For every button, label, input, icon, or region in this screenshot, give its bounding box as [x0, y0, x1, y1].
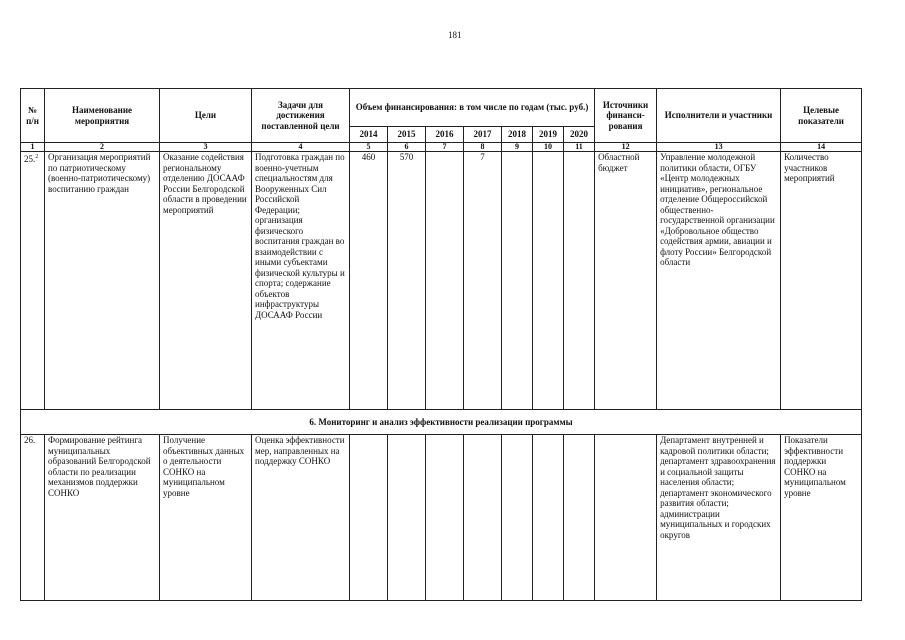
funding-2020	[564, 152, 595, 410]
column-number: 11	[564, 143, 595, 152]
section-row	[21, 410, 862, 435]
header-year: 2019	[533, 127, 564, 143]
header-funding: Объем финансирования: в том числе по годам (тыс. руб.)	[350, 89, 595, 127]
header-year: 2016	[426, 127, 464, 143]
column-number: 10	[533, 143, 564, 152]
funding-2014	[350, 435, 388, 601]
column-number: 6	[388, 143, 426, 152]
row-number: 26.	[21, 435, 45, 601]
activity-executors: Управление молодежной политики области, ОГБУ «Центр молодежных инициатив», региональное отделение Общероссийской общественно-государственной организации «Добровольное общество содействия армии, авиации и флоту России» Белгородской области	[657, 152, 781, 410]
column-number: 13	[657, 143, 781, 152]
target-indicators: Показатели эффективности поддержки СОНКО на муниципальном уровне	[781, 435, 862, 601]
funding-2014: 460	[350, 152, 388, 410]
funding-source	[595, 435, 657, 601]
funding-2016	[426, 435, 464, 601]
column-number: 3	[160, 143, 252, 152]
funding-2018	[502, 152, 533, 410]
table-row	[21, 152, 862, 410]
header-name: Наименование мероприятия	[45, 89, 160, 143]
column-number: 9	[502, 143, 533, 152]
header-num: № п/н	[21, 89, 45, 143]
target-indicators: Количество участников мероприятий	[781, 152, 862, 410]
column-number: 5	[350, 143, 388, 152]
header-year: 2018	[502, 127, 533, 143]
funding-2016	[426, 152, 464, 410]
funding-2015: 570	[388, 152, 426, 410]
row-number	[21, 152, 45, 410]
funding-2018	[502, 435, 533, 601]
header-tasks: Задачи для достижения поставленной цели	[252, 89, 350, 143]
table-row	[21, 435, 862, 601]
header-year: 2020	[564, 127, 595, 143]
funding-source: Областной бюджет	[595, 152, 657, 410]
column-number: 1	[21, 143, 45, 152]
header-year: 2015	[388, 127, 426, 143]
header-sources: Источники финанси-рования	[595, 89, 657, 143]
activity-name: Организация мероприятий по патриотическому (военно-патриотическому) воспитанию граждан	[45, 152, 160, 410]
row-number-text: 25.	[24, 154, 36, 164]
header-year: 2017	[464, 127, 502, 143]
column-number: 4	[252, 143, 350, 152]
activity-tasks: Подготовка граждан по военно-учетным специальностям для Вооруженных Сил Российской Федерации; организация физического воспитания граждан во взаимодействии с иными субъектами физической культуры и спорта; содержание объектов инфраструктуры ДОСААФ России	[252, 152, 350, 410]
funding-2015	[388, 435, 426, 601]
page-number: 181	[448, 30, 462, 40]
funding-2019	[533, 152, 564, 410]
column-number: 14	[781, 143, 862, 152]
funding-2017	[464, 435, 502, 601]
activity-executors: Департамент внутренней и кадровой политики области; департамент здравоохранения и социальной защиты населения области; департамент экономического развития области; администрации муниципальных и городских округов	[657, 435, 781, 601]
header-year: 2014	[350, 127, 388, 143]
header-executors: Исполнители и участники	[657, 89, 781, 143]
funding-2019	[533, 435, 564, 601]
section-heading: 6. Мониторинг и анализ эффективности реализации программы	[21, 410, 862, 435]
program-table	[20, 88, 862, 601]
header-goals: Цели	[160, 89, 252, 143]
row-number-superscript: 2	[35, 154, 39, 160]
column-number: 2	[45, 143, 160, 152]
column-number: 8	[464, 143, 502, 152]
funding-2020	[564, 435, 595, 601]
column-number: 7	[426, 143, 464, 152]
header-indicators: Целевые показатели	[781, 89, 862, 143]
activity-goals: Получение объективных данных о деятельности СОНКО на муниципальном уровне	[160, 435, 252, 601]
activity-name: Формирование рейтинга муниципальных образований Белгородской области по реализации механизмов поддержки СОНКО	[45, 435, 160, 601]
funding-2017: 7	[464, 152, 502, 410]
activity-tasks: Оценка эффективности мер, направленных на поддержку СОНКО	[252, 435, 350, 601]
column-number: 12	[595, 143, 657, 152]
activity-goals: Оказание содействия региональному отделению ДОСААФ России Белгородской области в проведении мероприятий	[160, 152, 252, 410]
